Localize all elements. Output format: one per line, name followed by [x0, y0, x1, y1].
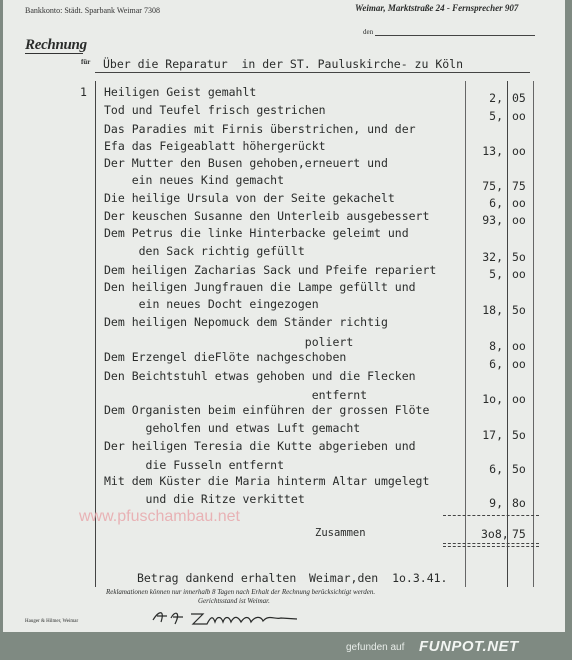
court-note: Gerichtsstand ist Weimar.	[198, 597, 270, 605]
item-amount-euro: 5,	[489, 109, 503, 123]
item-line: Die heilige Ursula von der Seite gekachelt	[104, 191, 395, 205]
item-amount-cent: 8o	[512, 496, 526, 510]
invoice-subject: Über die Reparatur in der ST. Pauluskirche- zu Köln	[103, 57, 464, 71]
item-line: Dem Erzengel dieFlöte nachgeschoben	[104, 350, 347, 364]
item-amount-cent: 5o	[512, 428, 526, 442]
item-amount-euro: 2,	[489, 91, 503, 105]
item-line: die Fusseln entfernt	[104, 458, 285, 472]
date-line	[375, 35, 535, 36]
item-amount-cent: oo	[512, 267, 526, 281]
item-amount-euro: 6,	[489, 196, 503, 210]
item-line: Den Beichtstuhl etwas gehoben und die Flecken	[104, 369, 416, 383]
item-line: poliert	[104, 335, 354, 349]
item-line: Dem heiligen Zacharias Sack und Pfeife repariert	[104, 263, 437, 277]
item-amount-cent: 5o	[512, 462, 526, 476]
item-amount-euro: 17,	[482, 428, 503, 442]
found-on-text: gefunden auf	[346, 642, 405, 653]
item-line: Mit dem Küster die Maria hinterm Altar umgelegt	[104, 474, 430, 488]
item-amount-euro: 75,	[482, 179, 503, 193]
item-line: Dem Petrus die linke Hinterbacke geleimt und	[104, 226, 409, 240]
date-label: den	[363, 28, 374, 36]
column-divider-amount-left	[465, 81, 466, 587]
site-logo[interactable]: FUNPOT.NET	[419, 638, 519, 655]
item-amount-euro: 1o,	[482, 392, 503, 406]
item-line: Den heiligen Jungfrauen die Lampe gefüllt und	[104, 280, 416, 294]
item-amount-cent: oo	[512, 109, 526, 123]
total-label: Zusammen	[315, 527, 366, 539]
sum-line-top	[443, 515, 539, 516]
item-amount-euro: 32,	[482, 250, 503, 264]
item-amount-cent: 05	[512, 91, 526, 105]
item-line: Der keuschen Susanne den Unterleib ausgebessert	[104, 209, 430, 223]
item-line: und die Ritze verkittet	[104, 492, 305, 506]
item-amount-euro: 6,	[489, 462, 503, 476]
place-and-date: Weimar,den 1o.3.41.	[309, 571, 448, 585]
item-amount-cent: oo	[512, 196, 526, 210]
item-line: entfernt	[104, 388, 368, 402]
item-line: Tod und Teufel frisch gestrichen	[104, 103, 326, 117]
item-amount-cent: 5o	[512, 303, 526, 317]
item-amount-cent: 75	[512, 179, 526, 193]
payment-received-text: Betrag dankend erhalten	[137, 571, 297, 585]
invoice-page	[3, 0, 565, 632]
item-amount-cent: oo	[512, 357, 526, 371]
invoice-title: Rechnung	[25, 37, 87, 53]
for-label: für	[81, 58, 91, 66]
item-amount-euro: 9,	[489, 496, 503, 510]
item-amount-euro: 18,	[482, 303, 503, 317]
column-divider-cents	[507, 81, 508, 587]
total-amount-cent: 75	[512, 527, 526, 541]
item-line: Dem Organisten beim einführen der grossen Flöte	[104, 403, 430, 417]
item-line: den Sack richtig gefüllt	[104, 244, 305, 258]
item-line: Heiligen Geist gemahlt	[104, 85, 257, 99]
item-amount-cent: oo	[512, 144, 526, 158]
item-amount-cent: oo	[512, 392, 526, 406]
item-line: geholfen und etwas Luft gemacht	[104, 421, 361, 435]
company-address: Weimar, Marktstraße 24 - Fernsprecher 907	[355, 3, 519, 13]
item-amount-euro: 5,	[489, 267, 503, 281]
item-amount-euro: 93,	[482, 213, 503, 227]
item-line: Der heiligen Teresia die Kutte abgerieben und	[104, 439, 416, 453]
item-line: Das Paradies mit Firnis überstrichen, und der	[104, 122, 416, 136]
item-line: ein neues Kind gemacht	[104, 173, 285, 187]
item-amount-cent: oo	[512, 213, 526, 227]
bank-account-info: Bankkonto: Städt. Sparbank Weimar 7308	[25, 6, 160, 15]
column-divider-right	[533, 81, 534, 587]
item-amount-cent: oo	[512, 339, 526, 353]
watermark-text: www.pfuschambau.net	[79, 508, 240, 525]
subject-underline	[95, 72, 530, 73]
item-amount-cent: 5o	[512, 250, 526, 264]
item-line: Der Mutter den Busen gehoben,erneuert und	[104, 156, 388, 170]
sum-line-bottom	[443, 543, 539, 544]
item-amount-euro: 8,	[489, 339, 503, 353]
item-amount-euro: 13,	[482, 144, 503, 158]
reclamation-note: Reklamationen können nur innerhalb 8 Tagen nach Erhalt der Rechnung berücksichtigt werden.	[106, 588, 376, 596]
printer-imprint: Hauger & Hilmer, Weimar	[25, 619, 79, 624]
site-footer	[0, 634, 572, 660]
total-amount-euro: 3o8,	[481, 527, 509, 541]
item-amount-euro: 6,	[489, 357, 503, 371]
sum-line-double	[443, 546, 539, 547]
item-line: Efa das Feigeablatt höhergerückt	[104, 139, 326, 153]
item-line: ein neues Docht eingezogen	[104, 297, 319, 311]
title-underline	[25, 53, 83, 54]
handwritten-signature	[151, 606, 301, 630]
item-line: Dem heiligen Nepomuck dem Ständer richtig	[104, 315, 388, 329]
position-number: 1	[80, 85, 87, 99]
